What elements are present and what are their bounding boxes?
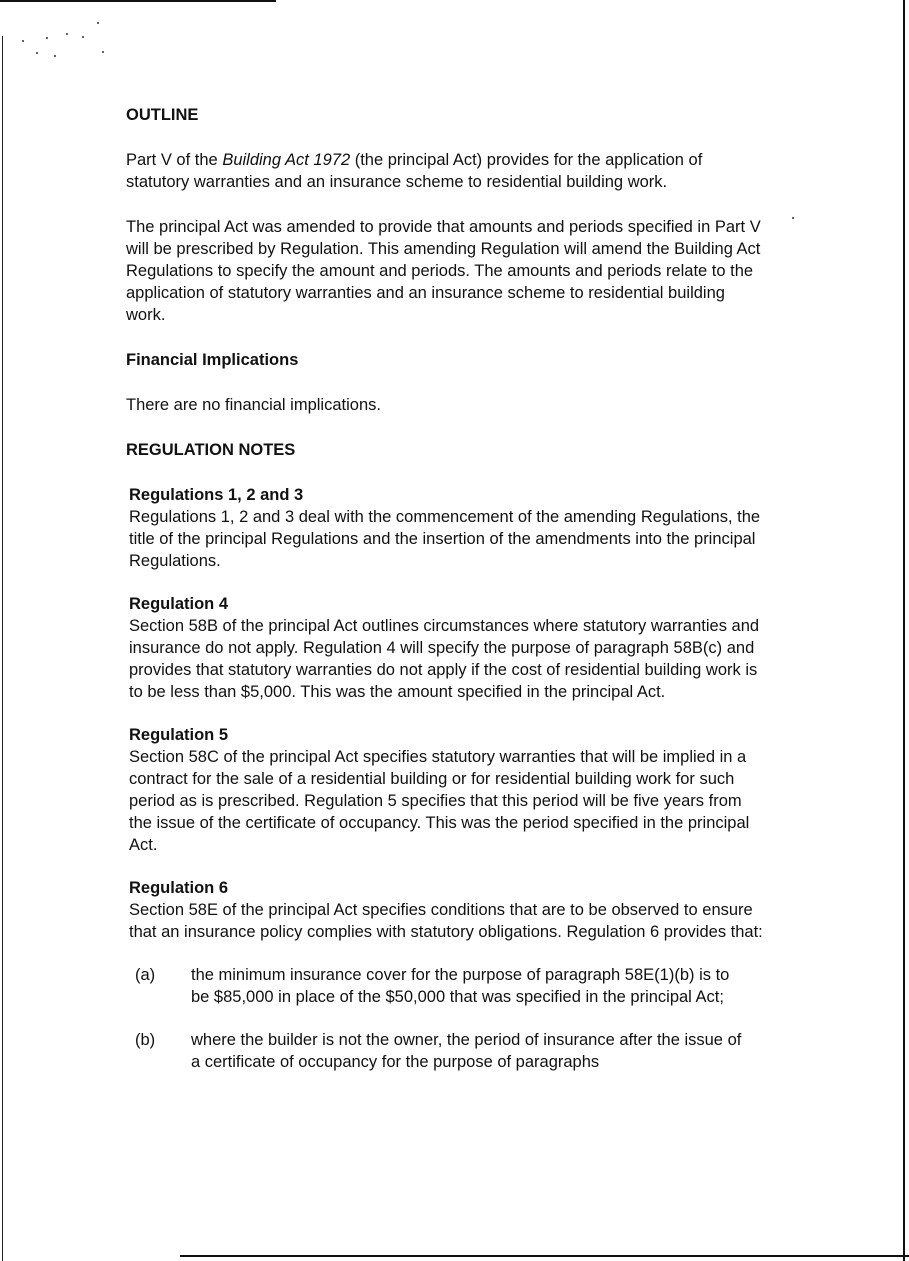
- section-text: Regulations 1, 2 and 3 deal with the commencement of the amending Regulations, the title of the principal Regulations and the insertion of the amendments into the principal Regulations.: [129, 508, 761, 570]
- scan-border-bottom: [180, 1255, 909, 1257]
- outline-paragraph-2: The principal Act was amended to provide that amounts and periods specified in Part V will be prescribed by Regulation. This amending Regulation will amend the Building Act Regulations to specify the amount and periods. The amounts and periods relate to the application of statutory warranties and an insurance scheme to residential building work.: [126, 218, 761, 324]
- section-title: Regulation 5: [129, 726, 229, 744]
- regulation-section: [126, 877, 766, 1073]
- section-text: Section 58E of the principal Act specifies conditions that are to be observed to ensure that an insurance policy complies with statutory obligations. Regulation 6 provides that:: [129, 901, 763, 941]
- section-title: Regulation 4: [129, 595, 229, 613]
- outline-heading: OUTLINE: [126, 106, 199, 124]
- document-body: [126, 104, 766, 1073]
- scan-speck: [66, 33, 68, 35]
- act-title: Building Act 1972: [222, 151, 351, 169]
- para1-before: Part V of the: [126, 151, 223, 169]
- list-item: [135, 1029, 766, 1073]
- regulation-section: [126, 724, 766, 856]
- section-text: Section 58B of the principal Act outlines circumstances where statutory warranties and insurance do not apply. Regulation 4 will specify the purpose of paragraph 58B(c) and provides that statutory warranties do not apply if the cost of residential building work is to be less than $5,000. This was the amount specified in the principal Act.: [129, 617, 760, 701]
- scan-border-right: [903, 0, 905, 1261]
- scan-speck: [46, 37, 48, 39]
- regulation-section: [126, 484, 766, 572]
- section-text: Section 58C of the principal Act specifies statutory warranties that will be implied in a contract for the sale of a residential building or for residential building work for such period as is prescribed. Regulation 5 specifies that this period will be five years from the issue of the certificate of occupancy. This was the period specified in the principal Act.: [129, 748, 750, 854]
- scan-speck: [54, 55, 56, 57]
- regulation-section: [126, 593, 766, 703]
- section-title: Regulation 6: [129, 879, 229, 897]
- para1-after: (the principal Act) provides for the application of statutory warranties and an insurance scheme to residential building work.: [126, 151, 703, 191]
- list-item-label: (b): [135, 1031, 156, 1049]
- scan-speck: [36, 52, 38, 54]
- list-item-text: where the builder is not the owner, the period of insurance after the issue of a certificate of occupancy for the purpose of paragraphs: [191, 1031, 742, 1071]
- list-item-label: (a): [135, 966, 156, 984]
- regulation-notes-heading: REGULATION NOTES: [126, 441, 296, 459]
- section-title: Regulations 1, 2 and 3: [129, 486, 304, 504]
- outline-paragraph-1: [126, 149, 766, 193]
- scan-border-left: [2, 36, 3, 1261]
- scan-speck: [792, 217, 794, 219]
- scan-speck: [102, 51, 104, 53]
- list-item-text: the minimum insurance cover for the purpose of paragraph 58E(1)(b) is to be $85,000 in place of the $50,000 that was specified in the principal Act;: [191, 966, 730, 1006]
- financial-text: There are no financial implications.: [126, 396, 381, 414]
- scan-speck: [97, 22, 99, 24]
- scan-speck: [82, 36, 84, 38]
- list-item: [135, 964, 766, 1008]
- financial-heading: Financial Implications: [126, 351, 299, 369]
- scan-speck: [22, 40, 24, 42]
- scan-border-top: [0, 0, 276, 2]
